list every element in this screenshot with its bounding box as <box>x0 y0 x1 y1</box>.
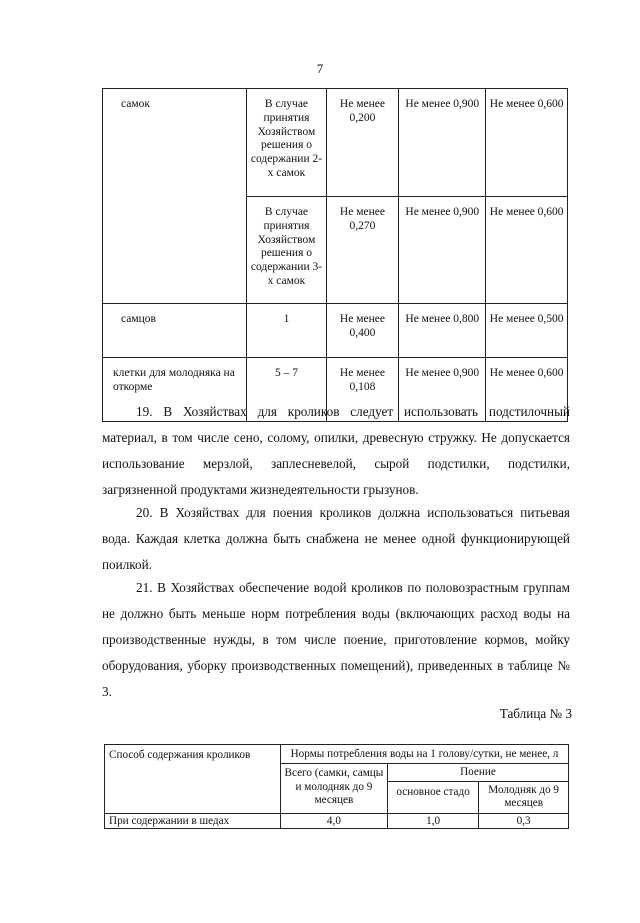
cell-value: Не менее 0,800 <box>399 304 486 358</box>
cell-condition: В случае принятия Хозяйством решения о содержании 3-х самок <box>247 197 326 304</box>
cell-value: Не менее 0,900 <box>399 197 486 304</box>
row-label: самцов <box>103 304 247 358</box>
header-young: Молодняк до 9 месяцев <box>479 781 569 813</box>
table-header-row <box>105 745 569 764</box>
page-number: 7 <box>316 61 324 76</box>
cell-value: Не менее 0,108 <box>326 358 399 422</box>
cell-value: Не менее 0,600 <box>486 89 568 197</box>
paragraph-20: 20. В Хозяйствах для поения кроликов должна использоваться питьевая вода. Каждая клетка должна быть снабжена не менее одной функционирующей поилкой. <box>102 505 570 572</box>
cell-value: Не менее 0,600 <box>486 358 568 422</box>
cell-value: Не менее 0,200 <box>326 89 399 197</box>
cell-condition: 1 <box>247 304 326 358</box>
table-caption: Таблица № 3 <box>499 706 572 721</box>
paragraph-21: 21. В Хозяйствах обеспечение водой кроликов по половозрастным группам не должно быть меньше норм потребления воды (включающих расход воды на производственные нужды, в том числе поение, приготовление кормов, мойку оборудования, уборку производственных помещений), приведенных в таблице № 3. <box>102 580 570 699</box>
cell-value: Не менее 0,900 <box>399 89 486 197</box>
header-total: Всего (самки, самцы и молодняк до 9 месяцев <box>280 764 387 813</box>
cell-value: Не менее 0,500 <box>486 304 568 358</box>
header-drinking: Поение <box>387 764 568 781</box>
cell-main-herd: 1,0 <box>387 813 478 828</box>
cell-total: 4,0 <box>280 813 387 828</box>
cell-value: Не менее 0,600 <box>486 197 568 304</box>
table-row <box>105 813 569 828</box>
water-norms-table <box>104 744 569 829</box>
row-label: При содержании в шедах <box>105 813 281 828</box>
cell-condition: В случае принятия Хозяйством решения о содержании 2-х самок <box>247 89 326 197</box>
row-label: самок <box>103 89 247 304</box>
cell-value: Не менее 0,400 <box>326 304 399 358</box>
row-label: клетки для молодняка на откорме <box>103 358 247 422</box>
header-main-herd: основное стадо <box>387 781 478 813</box>
norms-table <box>102 88 568 422</box>
cell-value: Не менее 0,900 <box>399 358 486 422</box>
header-method: Способ содержания кроликов <box>105 745 281 814</box>
cell-value: Не менее 0,270 <box>326 197 399 304</box>
table-row <box>103 89 568 197</box>
table-row <box>103 304 568 358</box>
cell-condition: 5 – 7 <box>247 358 326 422</box>
header-norms: Нормы потребления воды на 1 голову/сутки, не менее, л <box>280 745 568 764</box>
cell-young: 0,3 <box>479 813 569 828</box>
paragraph-19: 19. В Хозяйствах для кроликов следует использовать подстилочный материал, в том числе сено, солому, опилки, древесную стружку. Не допускается использование мерзлой, заплесневелой, сырой подстилки, подстилки, загрязненной продуктами жизнедеятельности грызунов. <box>102 404 570 497</box>
